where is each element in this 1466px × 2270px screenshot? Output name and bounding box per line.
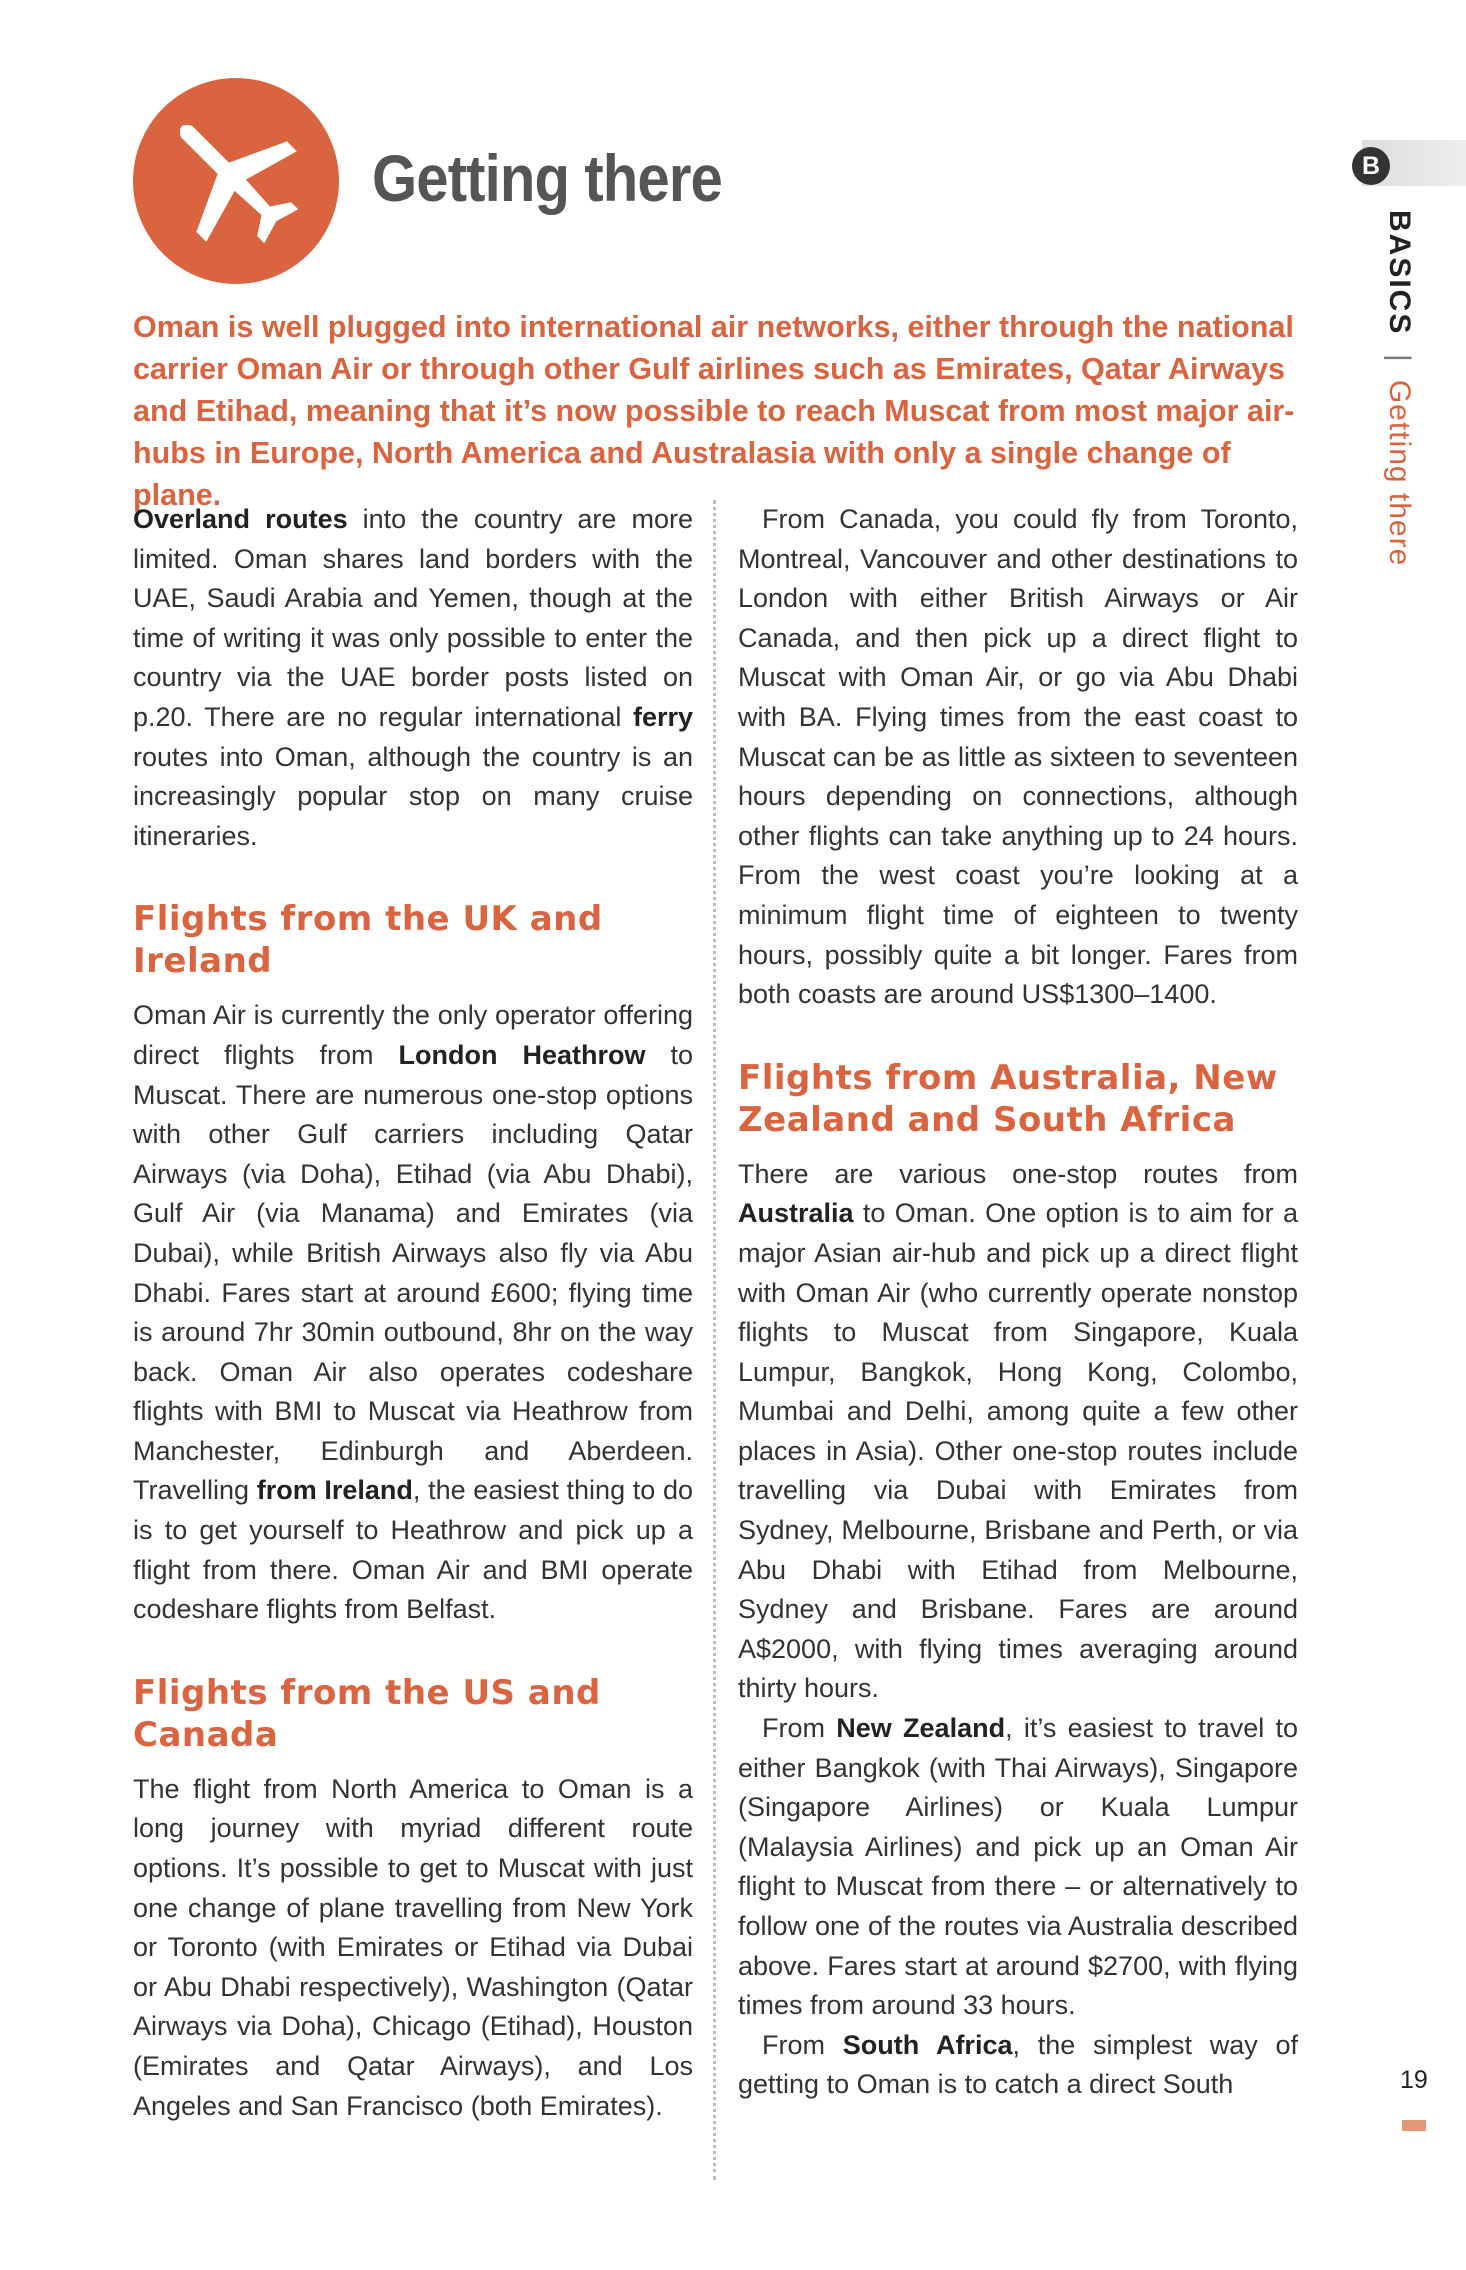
keyword-new-zealand: New Zealand — [836, 1713, 1006, 1744]
keyword-overland: Overland routes — [133, 504, 348, 534]
body-text: routes into Oman, although the country is an increasingly popular stop on many cruise itineraries. — [133, 741, 693, 851]
body-text: Oman Air is currently the only operator offering direct flights from — [133, 1000, 693, 1070]
body-text: to Oman. One option is to aim for a major Asian air-hub and pick up a direct flight with Oman Air (who currently operate nonstop flights to Muscat from Singapore, Kuala Lumpur, Bangkok, Hong Kong, Colombo, Mumbai and Delhi, among quite a few other places in Asia). Other one-stop routes include travelling via Dubai with Emirates from Sydney, Melbourne, Brisbane and Perth, or via Abu Dhabi with Etihad from Melbourne, Sydney and Brisbane. Fares are around A$2000, with flying times averaging around thirty hours. — [738, 1198, 1298, 1704]
side-tab-label — [1382, 210, 1416, 566]
south-africa-paragraph — [738, 2026, 1298, 2105]
overland-paragraph — [133, 500, 693, 856]
airplane-icon — [133, 78, 339, 284]
keyword-from-ireland: from Ireland — [256, 1475, 413, 1506]
body-text: , the simplest way of getting to Oman is to catch a direct South — [738, 2029, 1298, 2100]
chapter-badge: B — [1352, 147, 1390, 185]
left-column — [133, 500, 693, 2126]
keyword-south-africa: South Africa — [842, 2029, 1013, 2060]
section-name: Getting there — [1383, 379, 1416, 567]
heading-us-canada: Flights from the US and Canada — [133, 1672, 601, 1755]
page-number: 19 — [1400, 2066, 1428, 2094]
body-text: , the easiest thing to do is to get yourself to Heathrow and pick up a flight from there. Oman Air and BMI operate codeshare flights from Belfast. — [133, 1475, 693, 1625]
keyword-ferry: ferry — [632, 701, 693, 732]
us-paragraph: The flight from North America to Oman is a long journey with myriad different route options. It’s possible to get to Muscat with just one change of plane travelling from New York or Toronto (with Emirates or Etihad via Dubai or Abu Dhabi respectively), Washington (Qatar Airways via Doha), Chicago (Etihad), Houston (Emirates and Qatar Airways), and Los Angeles and San Francisco (both Emirates). — [133, 1773, 693, 2121]
body-text: There are various one-stop routes from — [738, 1158, 1298, 1189]
body-text: From — [762, 1713, 837, 1744]
new-zealand-paragraph — [738, 1709, 1298, 2026]
page-marker — [1402, 2120, 1426, 2131]
intro-paragraph: Oman is well plugged into international air networks, either through the national carrier Oman Air or through other Gulf airlines such as Emirates, Qatar Airways and Etihad, meaning that it’s now possible to reach Muscat from most major air-hubs in Europe, North America and Australasia with only a single change of plane. — [133, 310, 1295, 512]
heading-australia-nz-sa: Flights from Australia, New Zealand and South Africa — [738, 1057, 1278, 1140]
side-tab-separator: | — [1383, 353, 1416, 362]
column-divider — [713, 500, 716, 2180]
uk-paragraph — [133, 996, 693, 1630]
australia-paragraph — [738, 1155, 1298, 1709]
body-text: to Muscat. There are numerous one-stop options with other Gulf carriers including Qatar Airways (via Doha), Etihad (via Abu Dhabi), Gulf Air (via Manama) and Emirates (via Dubai), while British Airways also fly via Abu Dhabi. Fares start at around £600; flying time is around 7hr 30min outbound, 8hr on the way back. Oman Air also operates codeshare flights with BMI to Muscat via Heathrow from Manchester, Edinburgh and Aberdeen. Travelling — [133, 1039, 693, 1506]
canada-paragraph: From Canada, you could fly from Toronto, Montreal, Vancouver and other destinations to London with either British Airways or Air Canada, and then pick up a direct flight to Muscat with Oman Air, or go via Abu Dhabi with BA. Flying times from the east coast to Muscat can be as little as sixteen to seventeen hours depending on connections, although other flights can take anything up to 24 hours. From the west coast you’re looking at a minimum flight time of eighteen to twenty hours, possibly quite a bit longer. Fares from both coasts are around US$1300–1400. — [738, 504, 1298, 1010]
body-text: From — [762, 2029, 843, 2060]
body-text: into the country are more limited. Oman shares land borders with the UAE, Saudi Arabia and Yemen, though at the time of writing it was only possible to enter the country via the UAE border posts listed on p.20. There are no regular international — [133, 504, 693, 732]
chapter-name: BASICS — [1383, 210, 1416, 336]
keyword-australia: Australia — [738, 1198, 854, 1229]
logo-badge — [133, 78, 339, 284]
page-title: Getting there — [372, 141, 722, 215]
heading-uk-ireland: Flights from the UK and Ireland — [133, 899, 603, 982]
right-column — [738, 500, 1298, 2105]
keyword-london-heathrow: London Heathrow — [398, 1039, 646, 1070]
body-text: , it’s easiest to travel to either Bangkok (with Thai Airways), Singapore (Singapore Airlines) or Kuala Lumpur (Malaysia Airlines) and pick up an Oman Air flight to Muscat from there – or alternatively to follow one of the routes via Australia described above. Fares start at around $2700, with flying times from around 33 hours. — [738, 1713, 1298, 2021]
